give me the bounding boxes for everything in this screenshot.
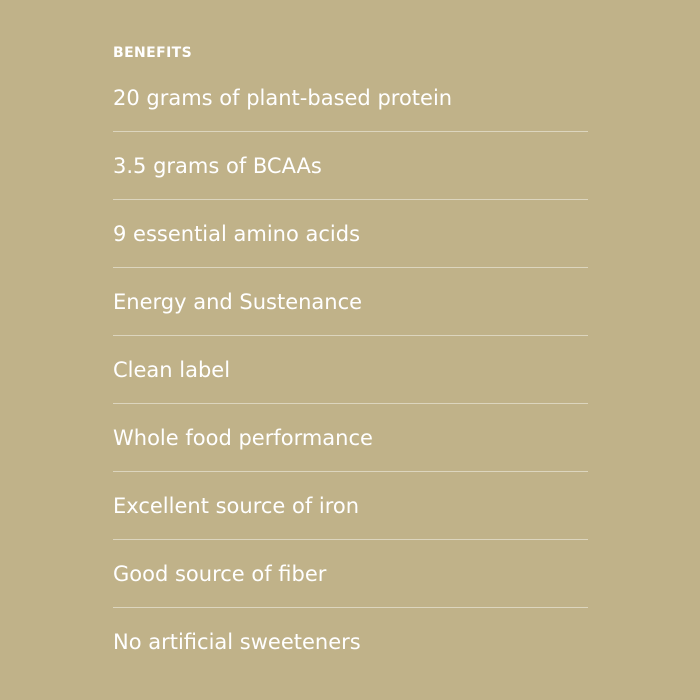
benefit-label: Clean label — [113, 358, 231, 382]
benefit-item — [113, 200, 588, 268]
benefit-label: 20 grams of plant-based protein — [113, 86, 453, 110]
benefit-item — [113, 268, 588, 336]
benefit-label: Whole food performance — [113, 426, 373, 450]
benefit-item — [113, 472, 588, 540]
benefit-label: 3.5 grams of BCAAs — [113, 154, 322, 178]
benefit-label: 9 essential amino acids — [113, 222, 361, 246]
benefit-label: No artificial sweeteners — [113, 630, 361, 654]
benefits-panel — [113, 0, 588, 700]
benefit-item — [113, 336, 588, 404]
benefit-item — [113, 64, 588, 132]
benefit-item — [113, 608, 588, 676]
benefit-label: Good source of fiber — [113, 562, 327, 586]
benefits-list — [113, 64, 588, 676]
benefits-heading: BENEFITS — [113, 45, 193, 61]
benefit-item — [113, 404, 588, 472]
benefit-item — [113, 132, 588, 200]
benefit-label: Energy and Sustenance — [113, 290, 363, 314]
benefit-label: Excellent source of iron — [113, 494, 360, 518]
benefit-item — [113, 540, 588, 608]
